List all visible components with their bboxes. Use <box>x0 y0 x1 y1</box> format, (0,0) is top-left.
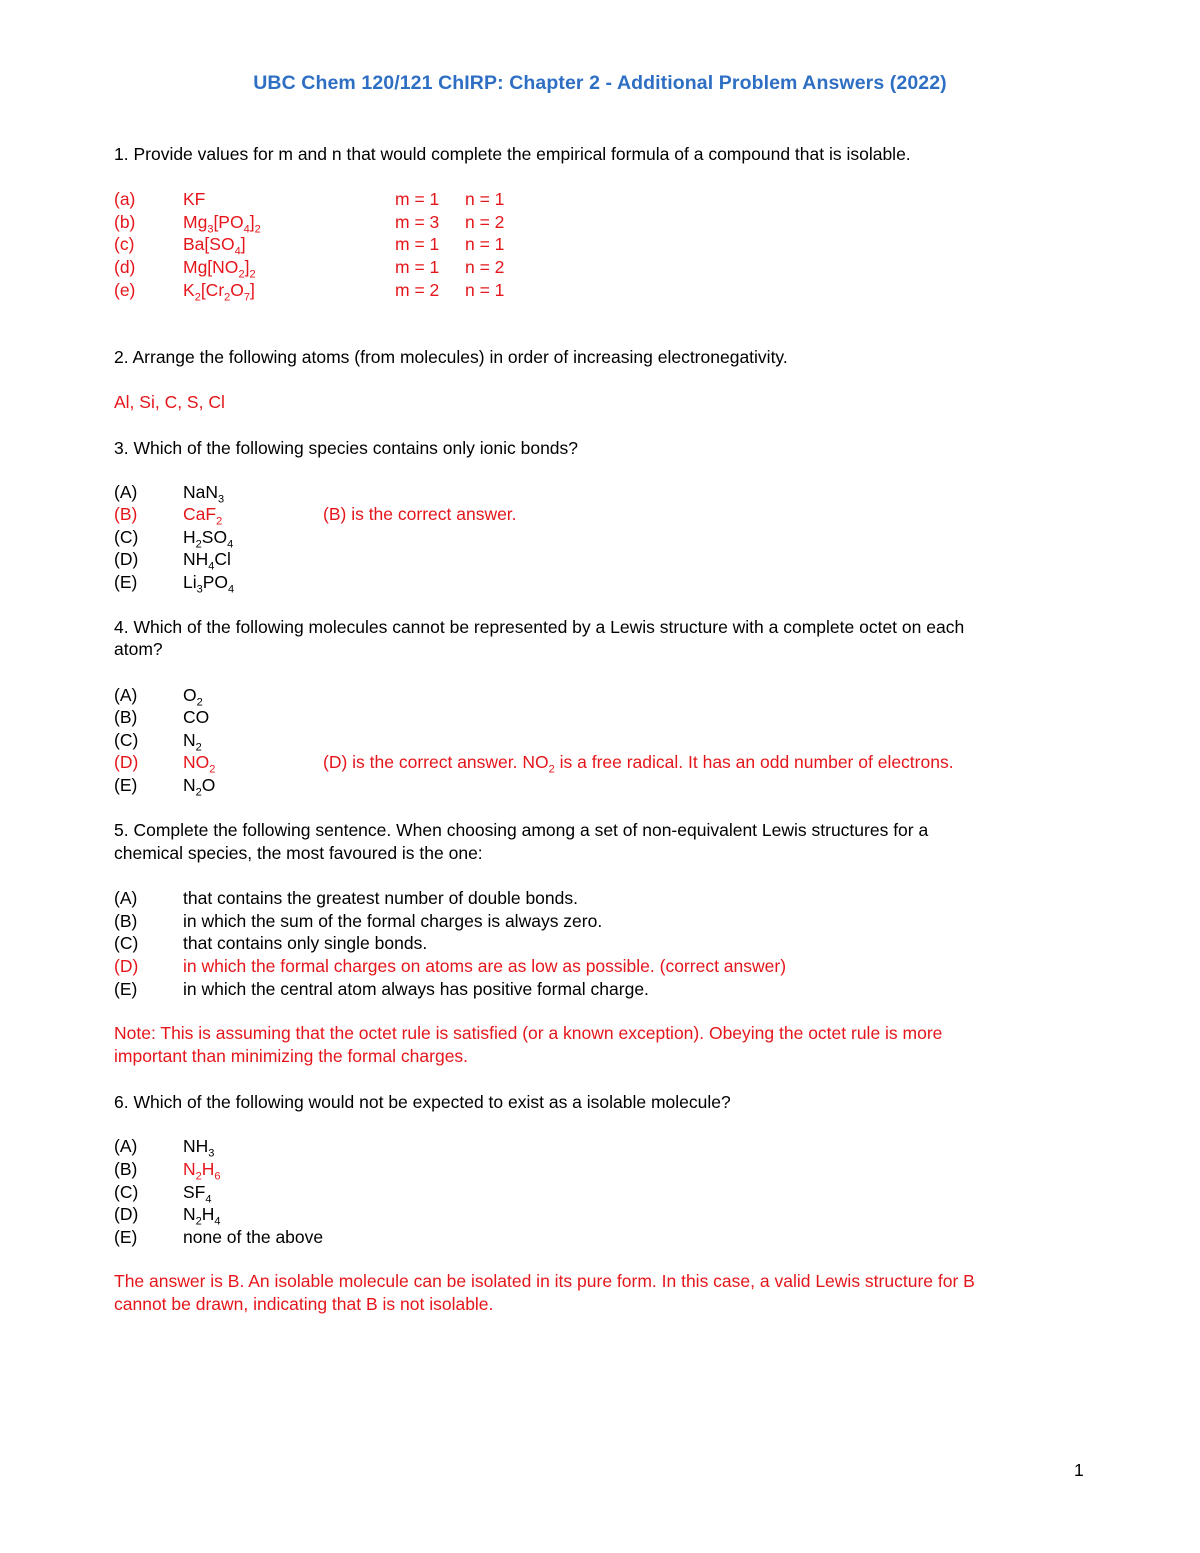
q2-answer: Al, Si, C, S, Cl <box>114 392 225 412</box>
q3-option-text: $NH_4Cl$ <box>183 549 231 573</box>
page-number: 1 <box>1074 1460 1084 1480</box>
q4-answer-sub: 2 <box>548 763 555 776</box>
q6-option-text: $NH_3$ <box>183 1136 215 1160</box>
q5-option-text: that contains only single bonds. <box>183 933 428 953</box>
q1-row-label: (d) <box>114 257 136 277</box>
q3-option-label: (A) <box>114 482 138 502</box>
q3-answer: (B) is the correct answer. <box>323 504 517 524</box>
q6-option-label: (A) <box>114 1136 138 1156</box>
q4-question-line2: atom? <box>114 639 163 659</box>
q1-row-m: m = 1 <box>395 234 440 254</box>
q4-option-text: $N_2$ <box>183 730 202 754</box>
q5-option-label: (B) <box>114 911 138 931</box>
q4-option-text: $O_2$ <box>183 685 203 709</box>
q6-option-label: (D) <box>114 1204 139 1224</box>
q1-row-formula: $K_2[Cr_2O_7]$ <box>183 280 255 304</box>
q4-option-label: (E) <box>114 775 138 795</box>
q4-option-label: (B) <box>114 707 138 727</box>
q6-option-text: $N_2H_4$ <box>183 1204 221 1228</box>
q3-option-label: (C) <box>114 527 139 547</box>
q6-option-text: $N_2H_6$ <box>183 1159 221 1183</box>
q1-row-m: m = 2 <box>395 280 440 300</box>
q3-option-text: $H_2SO_4$ <box>183 527 234 551</box>
q4-option-label: (C) <box>114 730 139 750</box>
q3-question: 3. Which of the following species contains only ionic bonds? <box>114 438 579 458</box>
q4-answer-pre: (D) is the correct answer. NO <box>323 752 549 772</box>
q4-question-line1: 4. Which of the following molecules cannot be represented by a Lewis structure with a complete octet on each <box>114 617 965 637</box>
q5-note-line2: important than minimizing the formal charges. <box>114 1046 469 1066</box>
q5-option-text: in which the central atom always has positive formal charge. <box>183 979 649 999</box>
q1-row-n: n = 2 <box>465 257 505 277</box>
q1-row-m: m = 3 <box>395 212 440 232</box>
q1-question: 1. Provide values for m and n that would complete the empirical formula of a compound that is isolable. <box>114 144 911 164</box>
q6-option-label: (C) <box>114 1182 139 1202</box>
page-title: UBC Chem 120/121 ChIRP: Chapter 2 - Additional Problem Answers (2022) <box>253 72 947 94</box>
q4-answer <box>323 751 954 781</box>
q1-row-label: (e) <box>114 280 136 300</box>
q1-row-formula: $Mg[NO_2]_2$ <box>183 257 256 281</box>
q5-option-text: that contains the greatest number of double bonds. <box>183 888 578 908</box>
q1-row-formula: $Mg_3[PO_4]_2$ <box>183 212 261 236</box>
q4-option-label: (D) <box>114 752 139 772</box>
q1-row-n: n = 1 <box>465 189 505 209</box>
q5-option-label: (C) <box>114 933 139 953</box>
q1-row-n: n = 1 <box>465 234 505 254</box>
q6-option-text: $SF_4$ <box>183 1182 212 1206</box>
q5-option-label: (A) <box>114 888 138 908</box>
q4-option-text: $NO_2$ <box>183 752 216 776</box>
q5-note-line1: Note: This is assuming that the octet rule is satisfied (or a known exception). Obeying the octet rule is more <box>114 1023 943 1043</box>
q6-option-label: (E) <box>114 1227 138 1247</box>
q1-row-formula: $Ba[SO_4]$ <box>183 234 246 258</box>
q5-question-line1: 5. Complete the following sentence. When choosing among a set of non-equivalent Lewis structures for a <box>114 820 929 840</box>
q5-option-label: (E) <box>114 979 138 999</box>
q1-row-n: n = 1 <box>465 280 505 300</box>
q5-option-label: (D) <box>114 956 139 976</box>
q6-option-label: (B) <box>114 1159 138 1179</box>
q6-option-text: none of the above <box>183 1227 324 1247</box>
q2-question: 2. Arrange the following atoms (from molecules) in order of increasing electronegativity. <box>114 347 788 367</box>
q1-row-label: (b) <box>114 212 136 232</box>
q4-option-text: $N_2O$ <box>183 775 216 799</box>
q1-row-formula: KF <box>183 189 206 209</box>
q1-row-n: n = 2 <box>465 212 505 232</box>
q3-option-text: NaN$_3$ <box>183 482 225 506</box>
q6-answer-line1: The answer is B. An isolable molecule can be isolated in its pure form. In this case, a valid Lewis structure for B <box>114 1271 975 1291</box>
q3-option-text: $Li_3PO_4$ <box>183 572 235 596</box>
q1-row-label: (c) <box>114 234 135 254</box>
q3-option-text: CaF$_2$ <box>183 504 223 528</box>
q5-question-line2: chemical species, the most favoured is the one: <box>114 843 483 863</box>
q4-option-label: (A) <box>114 685 138 705</box>
q3-option-label: (D) <box>114 549 139 569</box>
q1-row-m: m = 1 <box>395 189 440 209</box>
q3-option-label: (B) <box>114 504 138 524</box>
q1-row-label: (a) <box>114 189 136 209</box>
q6-answer-line2: cannot be drawn, indicating that B is not isolable. <box>114 1294 494 1314</box>
q4-answer-post: is a free radical. It has an odd number of electrons. <box>554 752 954 772</box>
q6-question: 6. Which of the following would not be expected to exist as a isolable molecule? <box>114 1092 731 1112</box>
q4-option-text: CO <box>183 707 210 727</box>
q1-row-m: m = 1 <box>395 257 440 277</box>
q5-option-text: in which the formal charges on atoms are as low as possible. (correct answer) <box>183 956 787 976</box>
q3-option-label: (E) <box>114 572 138 592</box>
q5-option-text: in which the sum of the formal charges is always zero. <box>183 911 603 931</box>
